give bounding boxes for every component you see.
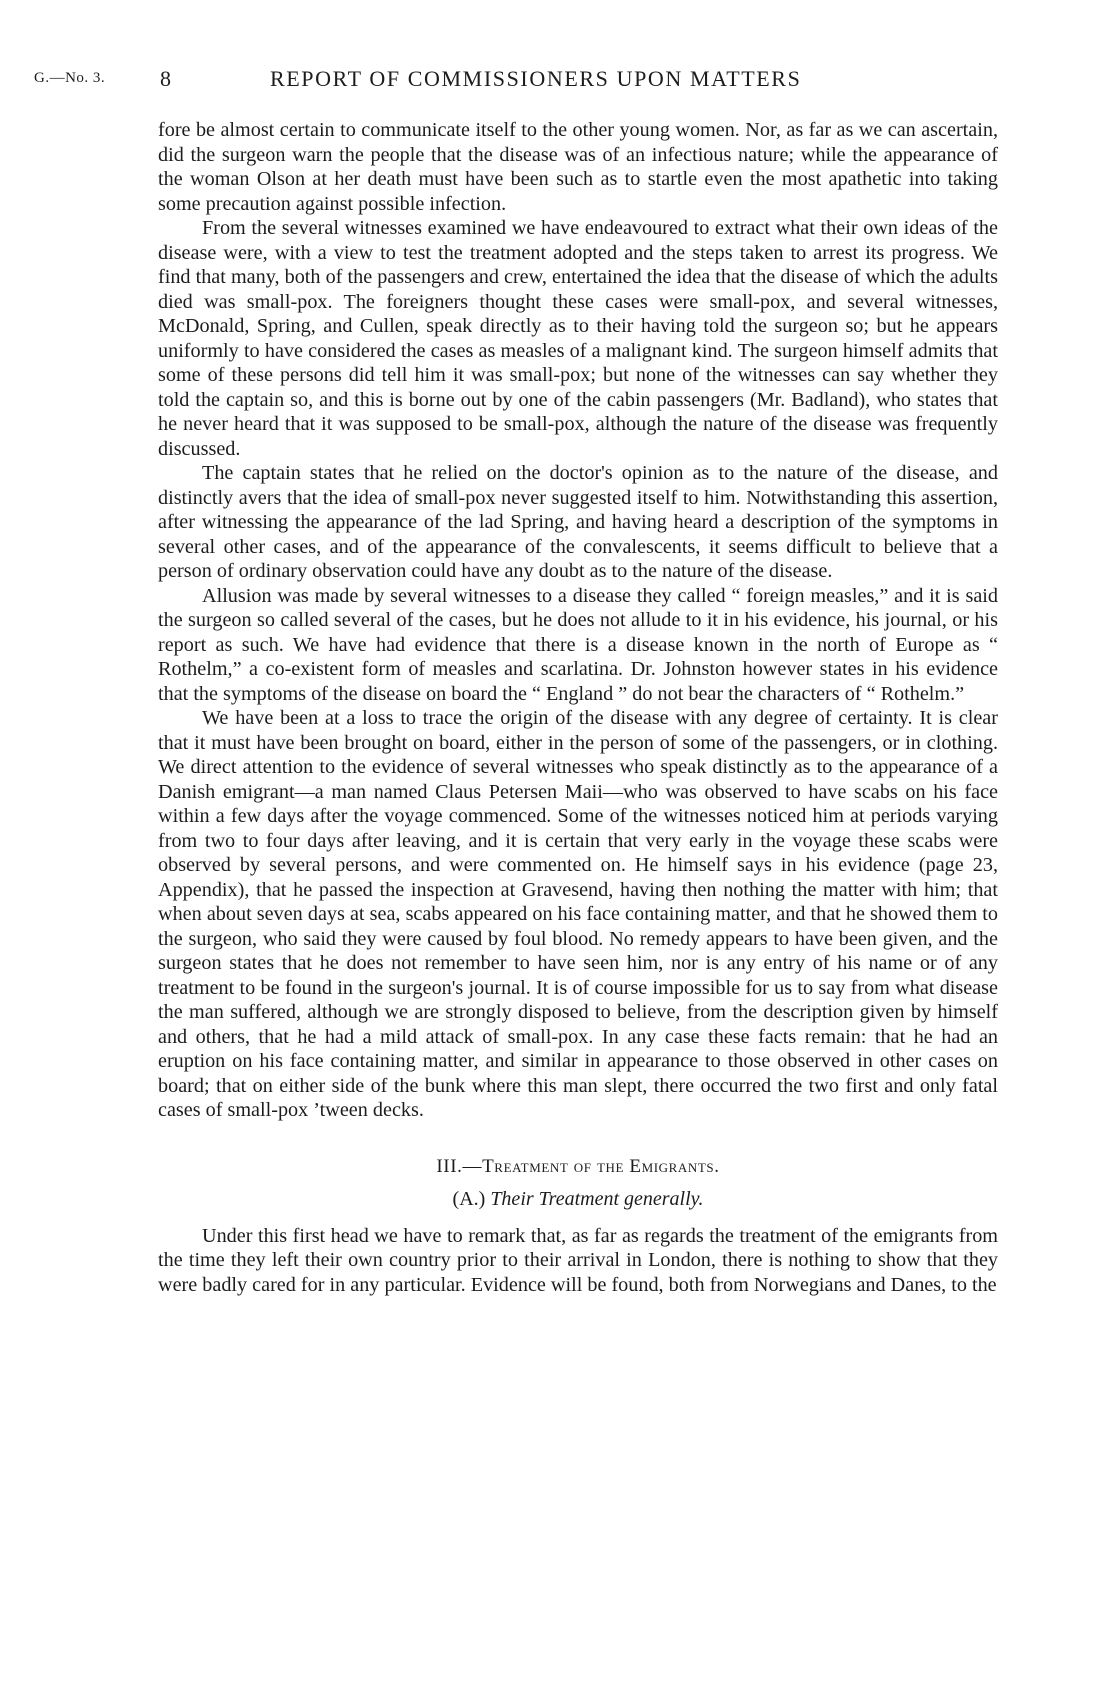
page-header <box>34 66 1034 96</box>
paragraph-captain-statement: The captain states that he relied on the doctor's opinion as to the nature of the disease, and distinctly avers that the idea of small-pox never suggested itself to him. Notwithstanding this assertion, after witnessing the appearance of the lad Spring, and having heard a description of the symptoms in several other cases, and of the appearance of the convalescents, it seems difficult to believe that a person of ordinary observation could have any doubt as to the nature of the disease. <box>158 462 998 582</box>
document-reference: G.—No. 3. <box>34 70 106 86</box>
section-heading <box>158 1155 998 1180</box>
paragraph-treatment-generally: Under this first head we have to remark that, as far as regards the treatment of the emigrants from the time they left their own country prior to their arrival in London, there is nothing to show that they were badly cared for in any particular. Evidence will be found, both from Norwegians and Danes, to the <box>158 1224 998 1296</box>
paragraph-origin-of-disease: We have been at a loss to trace the origin of the disease with any degree of certainty. It is clear that it must have been brought on board, either in the person of some of the passengers, or in clothing. We direct attention to the evidence of several witnesses who speak distinctly as to the appearance of a Danish emigrant—a man named Claus Petersen Maii—who was observed to have scabs on his face within a few days after the voyage commenced. Some of the witnesses noticed him at periods varying from two to four days after leaving, and it is certain that very early in the voyage these scabs were observed by several persons, and were commented on. He himself says in his evidence (page 23, Appendix), that he passed the inspection at Gravesend, having then nothing the matter with him; that when about seven days at sea, scabs appeared on his face containing matter, and that he showed them to the surgeon, who said they were caused by foul blood. No remedy appears to have been given, and the surgeon states that he does not remember to have seen him, nor is any entry of his name or of any treatment to be found in the surgeon's journal. It is of course impossible for us to say from what disease the man suffered, although we are strongly disposed to believe, from the description given by himself and others, that he had a mild attack of small-pox. In any case these facts remain: that he had an eruption on his face containing matter, and similar in appearance to those observed in other cases on board; that on either side of the bunk where this man slept, there occurred the two first and only fatal cases of small-pox ’tween decks. <box>158 707 998 1121</box>
section-title: Treatment of the Emigrants. <box>482 1155 720 1177</box>
body-text <box>158 118 998 1297</box>
subsection-title: Their Treatment generally. <box>490 1188 704 1210</box>
paragraph-continuation: fore be almost certain to communicate itself to the other young women. Nor, as far as we can ascertain, did the surgeon warn the people that the disease was of an infectious nature; while the appearance of the woman Olson at her death must have been such as to startle even the most apathetic into taking some precaution against possible infection. <box>158 119 998 215</box>
section-numeral: III.— <box>436 1155 483 1177</box>
subsection-marker: (A.) <box>452 1188 486 1210</box>
paragraph-foreign-measles: Allusion was made by several witnesses to a disease they called “ foreign measles,” and it is said the surgeon so called several of the cases, but he does not allude to it in his evidence, his journal, or his report as such. We have had evidence that there is a disease known in the north of Europe as “ Rothelm,” a co-existent form of measles and scarlatina. Dr. Johnston however states in his evidence that the symptoms of the disease on board the “ England ” do not bear the characters of “ Rothelm.” <box>158 584 998 705</box>
page-number: 8 <box>160 66 172 91</box>
subsection-heading <box>158 1187 998 1212</box>
paragraph-witness-ideas: From the several witnesses examined we have endeavoured to extract what their own ideas of the disease were, with a view to test the treatment adopted and the steps taken to arrest its progress. We find that many, both of the passengers and crew, entertained the idea that the disease of which the adults died was small-pox. The foreigners thought these cases were small-pox, and several witnesses, McDonald, Spring, and Cullen, speak directly as to their having told the surgeon so; but he appears uniformly to have considered the cases as measles of a malignant kind. The surgeon himself admits that some of these persons did tell him it was small-pox; but none of the witnesses can say whether they told the captain so, and this is borne out by one of the cabin passengers (Mr. Badland), who states that he never heard that it was supposed to be small-pox, although the nature of the disease was frequently discussed. <box>158 217 998 460</box>
running-title: REPORT OF COMMISSIONERS UPON MATTERS <box>270 66 802 91</box>
